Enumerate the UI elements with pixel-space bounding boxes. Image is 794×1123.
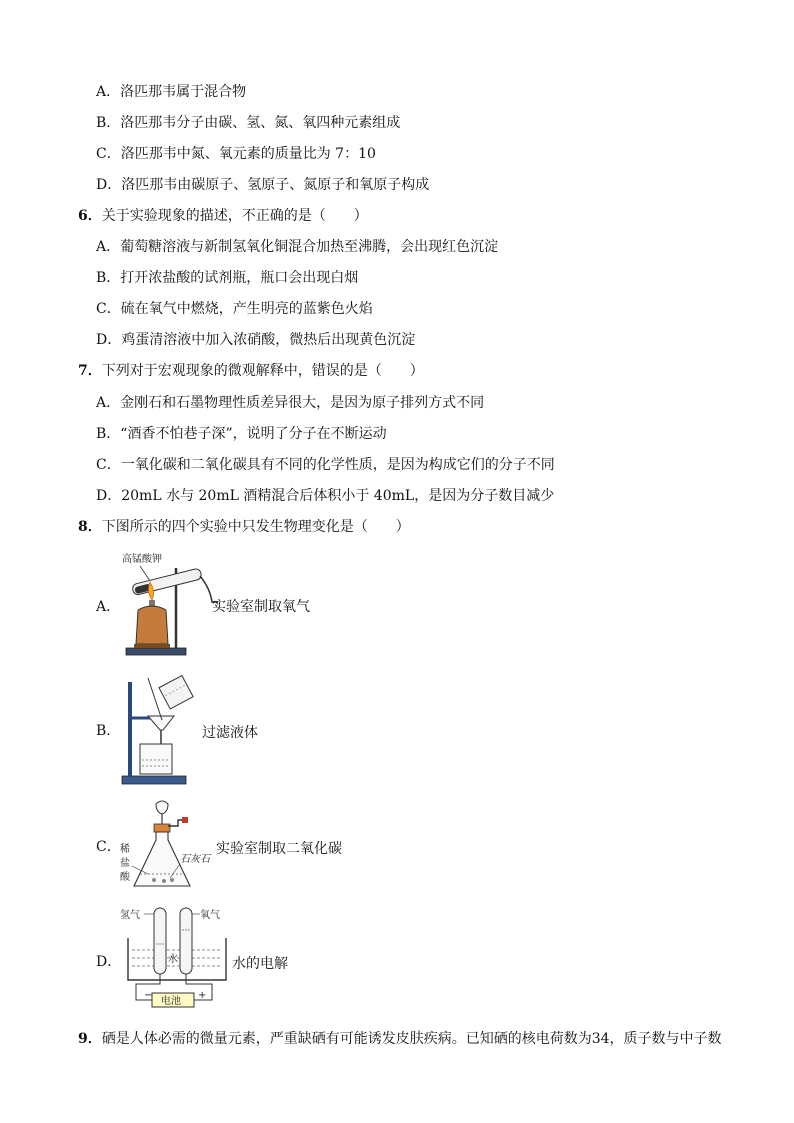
q5-option-c: C．洛匹那韦中氮、氧元素的质量比为 7：10	[96, 146, 376, 162]
q6-option-c: C．硫在氧气中燃烧，产生明亮的蓝紫色火焰	[96, 301, 373, 317]
label-battery: 电池	[161, 996, 181, 1007]
label-acid-1: 稀	[120, 844, 130, 855]
q8-option-a-letter: A．	[96, 599, 121, 615]
q8-option-d-letter: D．	[96, 954, 122, 970]
q8-option-b-caption: 过滤液体	[202, 725, 258, 741]
q7-option-a: A．金刚石和石墨物理性质差异很大，是因为原子排列方式不同	[96, 395, 485, 411]
q6-option-a: A．葡萄糖溶液与新制氢氧化铜混合加热至沸腾，会出现红色沉淀	[96, 239, 499, 255]
label-positive: +	[198, 990, 207, 1001]
q8-option-c-caption: 实验室制取二氧化碳	[216, 841, 342, 857]
label-oxygen: 氧气	[200, 910, 220, 921]
q5-option-d: D．洛匹那韦由碳原子、氢原子、氮原子和氧原子构成	[96, 177, 430, 193]
q7-option-c: C．一氧化碳和二氧化碳具有不同的化学性质，是因为构成它们的分子不同	[96, 457, 555, 473]
co2-generation-apparatus	[118, 800, 222, 892]
q8-stem: 8．下图所示的四个实验中只发生物理变化是（ ）	[78, 519, 410, 535]
q8-option-c-letter: C．	[96, 839, 121, 855]
q8-option-a-caption: 实验室制取氧气	[212, 599, 310, 615]
q7-option-d: D．20mL 水与 20mL 酒精混合后体积小于 40mL，是因为分子数目减少	[96, 488, 555, 504]
label-acid-3: 酸	[120, 872, 130, 883]
label-limestone: 石灰石	[180, 854, 210, 865]
q7-stem: 7．下列对于宏观现象的微观解释中，错误的是（ ）	[78, 363, 424, 379]
q5-option-a: A．洛匹那韦属于混合物	[96, 84, 247, 100]
oxygen-heating-apparatus	[118, 548, 218, 660]
label-acid-2: 盐	[120, 858, 130, 869]
q8-option-d-caption: 水的电解	[232, 956, 288, 972]
q9-stem: 9．硒是人体必需的微量元素，严重缺硒有可能诱发皮肤疾病。已知硒的核电荷数为34，质子数与中子数	[78, 1031, 722, 1047]
label-hydrogen: 氢气	[120, 910, 140, 921]
filtration-apparatus	[118, 672, 198, 788]
q6-stem: 6．关于实验现象的描述，不正确的是（ ）	[78, 208, 368, 224]
water-electrolysis-apparatus	[118, 904, 238, 1012]
label-negative: −	[144, 990, 153, 1001]
q8-option-b-letter: B．	[96, 723, 121, 739]
label-water: 水	[168, 954, 178, 965]
q6-option-b: B．打开浓盐酸的试剂瓶，瓶口会出现白烟	[96, 270, 359, 286]
label-kmno4: 高锰酸钾	[122, 554, 162, 565]
q5-option-b: B．洛匹那韦分子由碳、氢、氮、氧四种元素组成	[96, 115, 401, 131]
q7-option-b: B．“酒香不怕巷子深”，说明了分子在不断运动	[96, 426, 387, 442]
q6-option-d: D．鸡蛋清溶液中加入浓硝酸，微热后出现黄色沉淀	[96, 332, 416, 348]
